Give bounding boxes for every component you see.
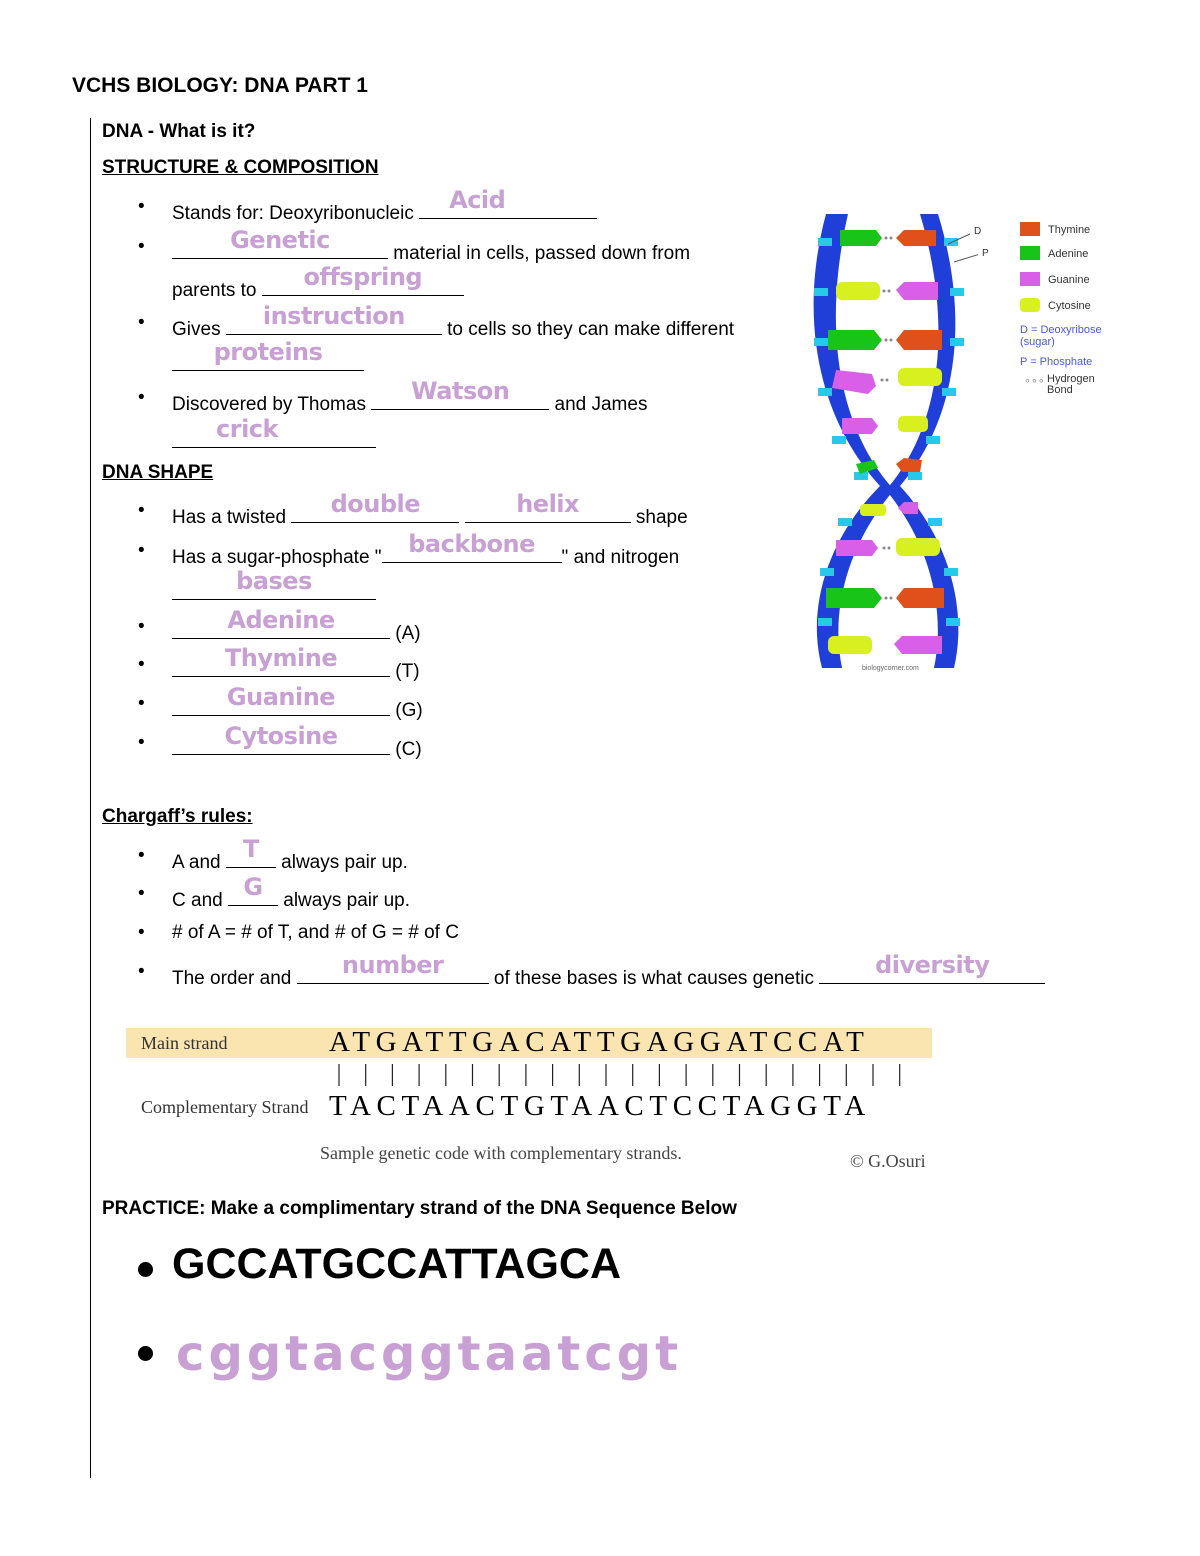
section-shape: DNA SHAPE (102, 462, 214, 483)
answer-g: G (243, 873, 263, 901)
gives-prefix: Gives (172, 319, 221, 340)
legend-guanine: Guanine (1020, 270, 1108, 296)
blank-watson[interactable] (371, 377, 549, 410)
answer-double: double (330, 490, 421, 518)
blank-g[interactable] (228, 873, 278, 906)
order-mid: of these bases is what causes genetic (493, 968, 814, 989)
bullet: • (138, 500, 145, 521)
blank-adenine[interactable] (172, 606, 390, 639)
gives-line (172, 302, 735, 341)
adenine-swatch (1020, 246, 1040, 260)
answer-diversity: diversity (875, 951, 990, 979)
bullet-dot (138, 1262, 153, 1277)
subtitle: DNA - What is it? (102, 121, 256, 142)
answer-cytosine: Cytosine (224, 722, 338, 750)
practice-answer[interactable]: cggtacggtaatcgt (176, 1326, 683, 1382)
bullet: • (138, 732, 145, 753)
cytosine-swatch (1020, 298, 1040, 312)
blank-bases[interactable] (172, 567, 376, 600)
answer-number: number (341, 951, 444, 979)
blank-diversity[interactable] (819, 951, 1045, 984)
blank-proteins[interactable] (172, 338, 364, 371)
stands-for-line (172, 186, 597, 225)
answer-thymine: Thymine (224, 644, 338, 672)
note-phosphate: P = Phosphate (1020, 356, 1093, 368)
complementary-strand-sequence: TACTAACTGTAACTCCTAGGTA (329, 1090, 871, 1122)
answer-backbone: backbone (408, 530, 535, 558)
copyright: © G.Osuri (850, 1151, 926, 1171)
label-d: D (974, 226, 982, 237)
bullet: • (138, 654, 145, 675)
blank-genetic[interactable] (172, 226, 388, 259)
legend-adenine: Adenine (1020, 244, 1108, 270)
bullet: • (138, 883, 145, 904)
base-line-cytosine (172, 722, 422, 761)
sugar-line (172, 530, 680, 569)
bases-line (172, 567, 376, 606)
practice-sequence: GCCATGCCATTAGCA (172, 1240, 622, 1288)
answer-proteins: proteins (213, 338, 323, 366)
blank-backbone[interactable] (382, 530, 562, 563)
blank-guanine[interactable] (172, 683, 390, 716)
label-p: P (982, 248, 989, 259)
base-line-thymine (172, 644, 420, 683)
parents-prefix: parents to (172, 280, 257, 301)
bullet: • (138, 961, 145, 982)
answer-acid: Acid (449, 186, 506, 214)
bullet: • (138, 693, 145, 714)
answer-instruction: instruction (262, 302, 405, 330)
blank-instruction[interactable] (226, 302, 442, 335)
base-pair-ticks (329, 1062, 929, 1088)
margin-line (90, 118, 91, 1478)
discovered-line (172, 377, 648, 416)
page-title: VCHS BIOLOGY: DNA PART 1 (72, 74, 368, 97)
proteins-line (172, 338, 364, 377)
bullet: • (138, 312, 145, 333)
note-deoxyribose: D = Deoxyribose (sugar) (1020, 324, 1102, 348)
diagram-credit: biologycorner.com (862, 665, 919, 672)
section-chargaff: Chargaff’s rules: (102, 806, 253, 827)
blank-t[interactable] (226, 835, 276, 868)
legend-thymine: Thymine (1020, 220, 1108, 244)
code-t: (T) (395, 661, 420, 682)
blank-crick[interactable] (172, 415, 376, 448)
answer-helix: helix (516, 490, 579, 518)
genetic-line (172, 226, 691, 265)
bullet: • (138, 236, 145, 257)
order-prefix: The order and (172, 968, 292, 989)
crick-line (172, 415, 376, 454)
bullet: • (138, 616, 145, 637)
bullet: • (138, 540, 145, 561)
blank-cytosine[interactable] (172, 722, 390, 755)
blank-acid[interactable] (419, 186, 597, 219)
section-structure: STRUCTURE & COMPOSITION (102, 157, 379, 178)
chargaff-a-line (172, 835, 408, 874)
gives-suffix: to cells so they can make different (447, 319, 735, 340)
legend (1020, 220, 1108, 396)
twisted-prefix: Has a twisted (172, 507, 287, 528)
thymine-swatch (1020, 222, 1040, 236)
a-prefix: A and (172, 852, 221, 873)
bullet: • (138, 196, 145, 217)
blank-offspring[interactable] (262, 263, 464, 296)
answer-crick: crick (216, 415, 278, 443)
legend-cytosine: Cytosine (1020, 296, 1108, 322)
twisted-line (172, 490, 688, 529)
guanine-swatch (1020, 272, 1040, 286)
main-strand-label: Main strand (141, 1033, 228, 1053)
bullet: • (138, 922, 145, 943)
blank-number[interactable] (297, 951, 489, 984)
bullet-dot (138, 1346, 153, 1361)
dna-helix-diagram (808, 208, 978, 674)
answer-bases: bases (236, 567, 312, 595)
discovered-mid: and James (554, 394, 648, 415)
answer-genetic: Genetic (230, 226, 330, 254)
blank-thymine[interactable] (172, 644, 390, 677)
twisted-suffix: shape (635, 507, 688, 528)
blank-double[interactable] (291, 490, 459, 523)
strand-caption: Sample genetic code with complementary strands. (320, 1143, 682, 1163)
sugar-suffix: " and nitrogen (561, 547, 680, 568)
code-g: (G) (395, 700, 423, 721)
discovered-prefix: Discovered by Thomas (172, 394, 366, 415)
code-a: (A) (395, 623, 421, 644)
order-line (172, 951, 1045, 990)
practice-prompt: PRACTICE: Make a complimentary strand of the DNA Sequence Below (102, 1198, 737, 1219)
answer-guanine: Guanine (226, 683, 336, 711)
answer-offspring: offspring (303, 263, 423, 291)
main-strand-sequence: ATGATTGACATTGAGGATCCAT (329, 1026, 870, 1058)
complementary-strand-label: Complementary Strand (141, 1097, 309, 1117)
c-prefix: C and (172, 890, 223, 911)
stands-prefix: Stands for: Deoxyribonucleic (172, 203, 414, 224)
sugar-prefix: Has a sugar-phosphate " (172, 547, 382, 568)
note-hydrogen: ∘∘∘ Hydrogen Bond (1024, 373, 1095, 396)
genetic-suffix: material in cells, passed down from (393, 243, 691, 264)
hydrogen-dots-icon: ∘∘∘ (1024, 375, 1045, 387)
chargaff-c-line (172, 873, 410, 912)
answer-t: T (242, 835, 259, 863)
code-c: (C) (395, 739, 422, 760)
blank-helix[interactable] (465, 490, 631, 523)
bullet: • (138, 387, 145, 408)
base-line-adenine (172, 606, 421, 645)
answer-watson: Watson (411, 377, 510, 405)
answer-adenine: Adenine (227, 606, 335, 634)
parents-line (172, 263, 464, 302)
bullet: • (138, 845, 145, 866)
base-line-guanine (172, 683, 423, 722)
c-suffix: always pair up. (283, 890, 410, 911)
chargaff-equation: # of A = # of T, and # of G = # of C (172, 922, 459, 943)
a-suffix: always pair up. (281, 852, 408, 873)
